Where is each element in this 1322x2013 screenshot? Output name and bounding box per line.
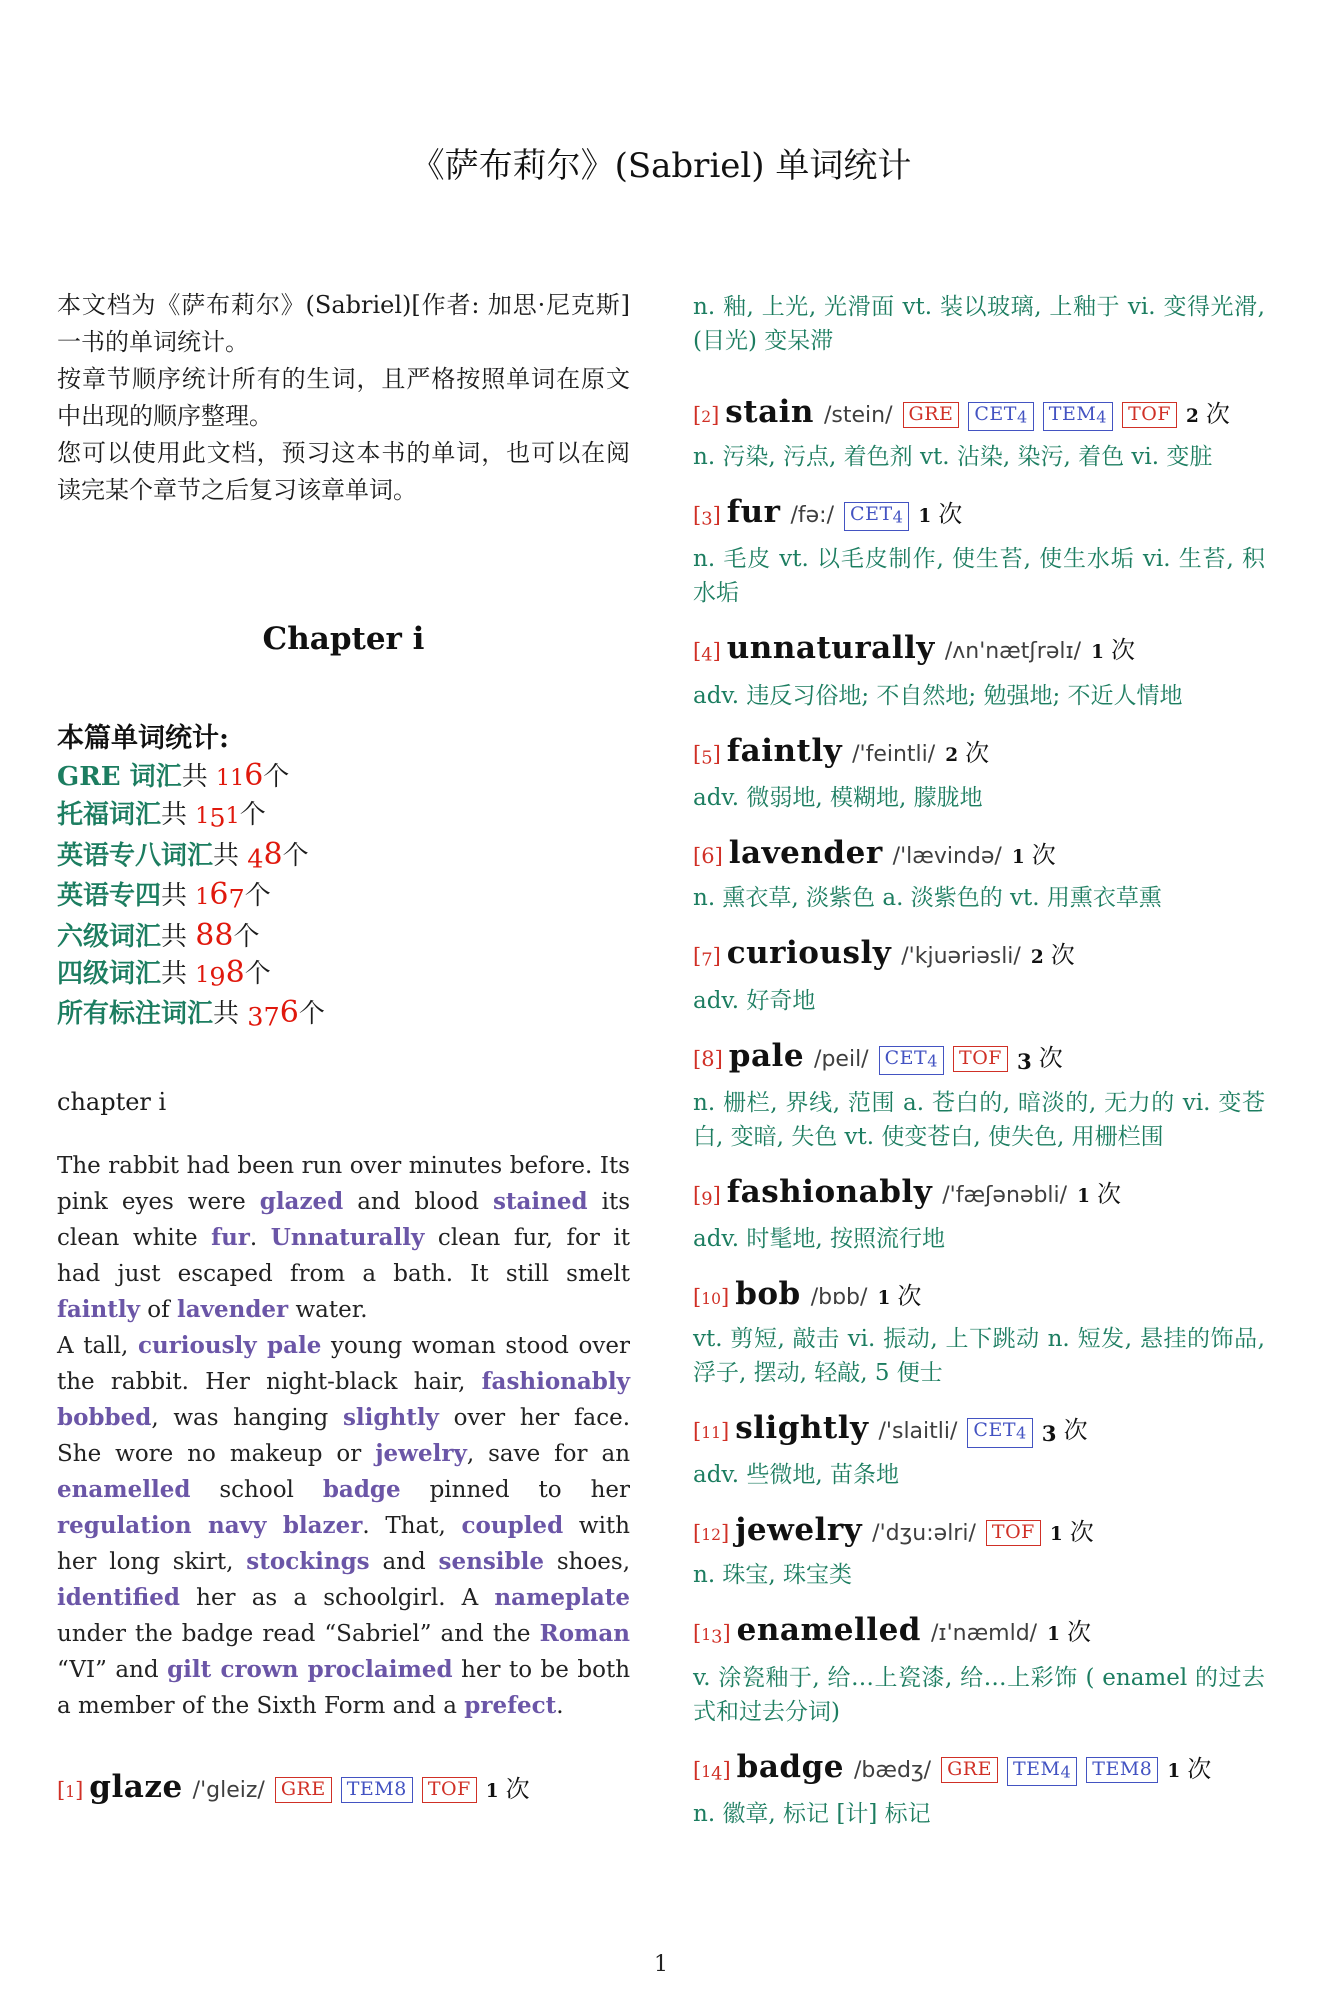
entry-count: 1	[1011, 847, 1025, 869]
vocab-entry	[693, 932, 1265, 1017]
highlighted-word: nameplate	[494, 1583, 630, 1611]
entry-count-unit: 次	[1063, 1416, 1088, 1445]
stat-line: 英语专四共 167个	[57, 877, 271, 915]
vocab-entry-head	[693, 730, 1265, 779]
vocab-entry	[693, 832, 1265, 915]
vocab-entry-head	[693, 491, 1265, 540]
entry-phonetic: /'lævində/	[892, 844, 1002, 870]
vocab-entry	[693, 1035, 1265, 1154]
entry-tag-tof: TOF	[422, 1777, 477, 1803]
entry-word: fashionably	[726, 1173, 933, 1210]
entry-phonetic: /'dʒu:əlri/	[872, 1521, 976, 1547]
entry-word: bob	[735, 1276, 801, 1313]
intro-paragraph: 本文档为《萨布莉尔》(Sabriel)[作者: 加思·尼克斯] 一书的单词统计。	[57, 291, 630, 356]
entry-word: lavender	[728, 835, 883, 872]
highlighted-word: regulation navy blazer	[57, 1511, 363, 1539]
stat-line: 所有标注词汇共 376个	[57, 995, 325, 1033]
stats-list	[57, 758, 630, 1036]
highlighted-word: stained	[492, 1187, 588, 1215]
entry-index: [14]	[693, 1757, 731, 1785]
left-column	[57, 287, 630, 1813]
entry-phonetic: /'kjuəriəsli/	[901, 944, 1021, 970]
entry-definition: adv. 微弱地, 模糊地, 朦胧地	[693, 785, 983, 812]
entry-word: badge	[736, 1748, 844, 1785]
highlighted-word: coupled	[461, 1511, 564, 1539]
stat-label: GRE 词汇	[57, 762, 182, 792]
vocab-entry-head	[693, 391, 1265, 438]
vocab-entry	[693, 1746, 1265, 1831]
page-title: 《萨布莉尔》(Sabriel) 单词统计	[410, 146, 912, 186]
vocab-entry	[693, 1171, 1265, 1256]
entry-count: 1	[1091, 642, 1104, 664]
entry-index: [2]	[693, 403, 720, 427]
passage-paragraph: The rabbit had been run over minutes before. Its pink eyes were glazed and blood stained its clean white fur. Unnaturally clean fur, for it had just escaped from a bath. It still smelt faintly of lavender water.	[57, 1152, 631, 1323]
entry-definition: adv. 违反习俗地; 不自然地; 勉强地; 不近人情地	[693, 682, 1183, 709]
entry-tag-tem4: TEM4	[1007, 1757, 1077, 1786]
stat-count: 88	[195, 917, 234, 953]
stat-count: 167	[195, 877, 245, 915]
chapter-heading: Chapter i	[262, 621, 425, 657]
entry-definition: n. 栅栏, 界线, 范围 a. 苍白的, 暗淡的, 无力的 vi. 变苍白, 变暗, 失色 vt. 使变苍白, 使失色, 用栅栏围	[693, 1089, 1265, 1150]
vocab-entry-head	[693, 1746, 1265, 1795]
entry-word: stain	[725, 394, 814, 430]
entry-count-unit: 次	[1031, 841, 1056, 870]
stat-count: 116	[215, 758, 264, 793]
vocab-entry-head	[693, 932, 1265, 981]
entry-tag-cet4: CET4	[844, 502, 909, 531]
entry-index: [9]	[693, 1182, 721, 1210]
intro-paragraph: 按章节顺序统计所有的生词，且严格按照单词在原文中出现的顺序整理。	[57, 365, 630, 430]
vocab-entry-head	[57, 1766, 630, 1813]
highlighted-word: fur	[211, 1223, 250, 1251]
entry-tag-gre: GRE	[903, 402, 960, 428]
entry-index: [3]	[693, 503, 721, 530]
entry-count-unit: 次	[1096, 1179, 1121, 1208]
entry-definition: n. 毛皮 vt. 以毛皮制作, 使生苔, 使生水垢 vi. 生苔, 积水垢	[693, 546, 1265, 607]
entry-tag-gre: GRE	[275, 1777, 332, 1803]
entry-tag-cet4: CET4	[968, 402, 1033, 431]
entry-count-unit: 次	[1187, 1754, 1212, 1783]
entry-word: unnaturally	[726, 630, 935, 667]
entry-count: 3	[1041, 1422, 1057, 1448]
entry-phonetic: /ʌn'nætʃrəlɪ/	[944, 639, 1082, 665]
stat-label: 所有标注词汇	[57, 999, 214, 1030]
page-number: 1	[654, 1952, 668, 1977]
entry-tag-gre: GRE	[941, 1757, 998, 1783]
entry-word: jewelry	[735, 1512, 863, 1549]
stat-line: 六级词汇共 88个	[57, 917, 260, 953]
vocab-entry-1-head-slot	[57, 1766, 630, 1813]
entry-index: [8]	[693, 1046, 723, 1071]
entry-index: [7]	[693, 944, 721, 971]
entry-tag-tem4: TEM4	[1043, 402, 1113, 431]
entry-count: 1	[1049, 1524, 1063, 1546]
entry-index: [5]	[693, 741, 721, 769]
intro-paragraphs	[57, 287, 630, 509]
entry-phonetic: /ɪ'næmld/	[930, 1621, 1038, 1647]
entry-definition: v. 涂瓷釉于, 给…上瓷漆, 给…上彩饰 ( enamel 的过去式和过去分词)	[693, 1664, 1265, 1725]
entry-word: fur	[726, 494, 781, 530]
stat-line: 四级词汇共 198个	[57, 954, 271, 993]
highlighted-word: Roman	[539, 1619, 630, 1647]
entry-definition: vt. 剪短, 敲击 vi. 振动, 上下跳动 n. 短发, 悬挂的饰品, 浮子, 摆动, 轻敲, 5 便士	[693, 1326, 1265, 1387]
entry-tag-tof: TOF	[1122, 402, 1177, 428]
highlighted-word: prefect	[464, 1691, 557, 1719]
entry-count: 3	[1016, 1049, 1032, 1075]
vocab-entry	[693, 1509, 1265, 1592]
entry-phonetic: /'fæʃənəbli/	[942, 1182, 1068, 1208]
stat-count: 151	[195, 803, 240, 834]
entry-tag-tem8: TEM8	[341, 1777, 413, 1803]
entry-phonetic: /stein/	[823, 403, 893, 428]
passage	[57, 1148, 630, 1724]
vocab-entry	[693, 1407, 1265, 1492]
stat-line: 托福词汇共 151个	[57, 796, 630, 837]
vocab-entry-head	[693, 1609, 1265, 1658]
vocab-entry-head	[693, 832, 1265, 879]
entry-count-unit: 次	[1038, 1043, 1063, 1072]
highlighted-word: badge	[322, 1475, 401, 1503]
vocab-entry-1-definition-slot	[693, 290, 1265, 358]
entry-word: faintly	[726, 732, 843, 769]
entry-phonetic: /peil/	[814, 1046, 869, 1072]
stat-count: 198	[195, 954, 245, 993]
entry-count: 1	[1047, 1624, 1060, 1646]
entry-phonetic: /'slaitli/	[878, 1419, 958, 1445]
entry-count: 1	[877, 1288, 891, 1310]
right-column	[693, 287, 1265, 1831]
highlighted-word: identified	[57, 1583, 180, 1611]
entry-definition: n. 釉, 上光, 光滑面 vt. 装以玻璃, 上釉于 vi. 变得光滑, (目光) 变呆滞	[693, 294, 1265, 354]
entry-count: 1	[918, 506, 932, 527]
vocab-entry	[693, 627, 1265, 712]
entry-index: [12]	[693, 1521, 730, 1546]
intro-paragraph: 您可以使用此文档，预习这本书的单词，也可以在阅读完某个章节之后复习该章单词。	[57, 439, 630, 504]
entry-index: [13]	[693, 1621, 731, 1648]
entry-count: 2	[1030, 947, 1044, 969]
stat-line: GRE 词汇共 116个	[57, 758, 290, 793]
vocab-entry	[693, 1609, 1265, 1728]
entry-count: 2	[945, 744, 959, 766]
entry-tag-tof: TOF	[953, 1046, 1008, 1072]
vocab-entry-head	[693, 1273, 1265, 1320]
entry-count: 1	[485, 1780, 499, 1802]
entry-tag-tem8: TEM8	[1086, 1757, 1158, 1783]
entry-phonetic: /fə:/	[790, 503, 835, 528]
highlighted-word: stockings	[246, 1547, 370, 1575]
stat-label: 英语专八词汇	[57, 840, 214, 871]
highlighted-word: fashionably bobbed	[57, 1367, 630, 1431]
entry-word: curiously	[726, 935, 892, 972]
entry-definition: n. 熏衣草, 淡紫色 a. 淡紫色的 vt. 用熏衣草熏	[693, 885, 1162, 912]
entry-index: [10]	[693, 1285, 730, 1310]
stat-count: 48	[247, 836, 283, 875]
vocab-entry	[693, 730, 1265, 815]
entry-word: pale	[728, 1037, 805, 1074]
passage-paragraph: A tall, curiously pale young woman stood over the rabbit. Her night-black hair, fashionably bobbed, was hanging slightly over her face. She wore no makeup or jewelry, save for an enamelled school badge pinned to her regulation navy blazer. That, coupled with her long skirt, stockings and sensible shoes, identified her as a schoolgirl. A nameplate under the badge read “Sabriel” and the Roman “VI” and gilt crown proclaimed her to be both a member of the Sixth Form and a prefect.	[57, 1331, 631, 1719]
vocab-entry	[693, 1273, 1265, 1390]
vocab-entry-head	[693, 1407, 1265, 1456]
entry-definition: n. 污染, 污点, 着色剂 vt. 沾染, 染污, 着色 vi. 变脏	[693, 444, 1213, 470]
entry-count: 1	[1167, 1760, 1181, 1782]
vocab-entry	[693, 391, 1265, 474]
entry-tag-tof: TOF	[986, 1520, 1041, 1546]
entry-definition: n. 徽章, 标记 [计] 标记	[693, 1801, 931, 1828]
entry-definition: adv. 好奇地	[693, 987, 816, 1014]
entry-index: [1]	[57, 1777, 84, 1802]
entry-phonetic: /'gleiz/	[192, 1777, 265, 1803]
entry-index: [4]	[693, 639, 721, 666]
entry-count-unit: 次	[1066, 1618, 1091, 1647]
stat-count: 376	[247, 995, 299, 1033]
vocab-entry-head	[693, 1509, 1265, 1556]
entry-index: [6]	[693, 844, 723, 869]
stat-line: 英语专八词汇共 48个	[57, 836, 309, 875]
entry-count-unit: 次	[1205, 400, 1230, 428]
stat-label: 四级词汇	[57, 958, 162, 989]
vocab-entry	[693, 491, 1265, 610]
stat-label: 英语专四	[57, 881, 162, 912]
entry-phonetic: /bædʒ/	[854, 1757, 932, 1783]
entry-definition: adv. 些微地, 苗条地	[693, 1462, 899, 1489]
entry-count-unit: 次	[1110, 636, 1135, 665]
highlighted-word: slightly	[342, 1403, 439, 1431]
vocab-entry-list	[693, 391, 1265, 1831]
entry-definition: n. 珠宝, 珠宝类	[693, 1562, 853, 1589]
highlighted-word: gilt crown proclaimed	[167, 1655, 453, 1683]
highlighted-word: glazed	[259, 1187, 344, 1215]
highlighted-word: Unnaturally	[270, 1223, 425, 1251]
document-page	[0, 143, 1322, 2013]
section-label: chapter i	[57, 1087, 167, 1116]
entry-word: glaze	[89, 1768, 183, 1805]
entry-count-unit: 次	[505, 1774, 530, 1803]
two-column-layout	[57, 287, 1265, 1831]
highlighted-word: enamelled	[57, 1475, 191, 1503]
entry-phonetic: /'feintli/	[852, 741, 936, 767]
highlighted-word: jewelry	[375, 1439, 467, 1467]
entry-count-unit: 次	[938, 500, 963, 528]
vocab-entry-head	[693, 1171, 1265, 1220]
entry-count: 1	[1077, 1185, 1090, 1207]
vocab-entry-head	[693, 627, 1265, 676]
entry-word: enamelled	[736, 1612, 921, 1649]
entry-count-unit: 次	[897, 1282, 922, 1311]
entry-count-unit: 次	[1050, 941, 1075, 970]
highlighted-word: faintly	[57, 1295, 140, 1323]
stat-label: 托福词汇	[57, 800, 162, 830]
stat-label: 六级词汇	[57, 921, 162, 952]
entry-word: slightly	[735, 1410, 869, 1447]
highlighted-word: lavender	[176, 1295, 289, 1323]
entry-count: 2	[1186, 406, 1199, 427]
highlighted-word: sensible	[438, 1547, 544, 1575]
entry-definition: adv. 时髦地, 按照流行地	[693, 1226, 945, 1253]
entry-tag-cet4: CET4	[967, 1418, 1032, 1447]
vocab-entry-head	[693, 1035, 1265, 1084]
entry-count-unit: 次	[1069, 1518, 1094, 1547]
highlighted-word: curiously pale	[137, 1331, 322, 1359]
entry-count-unit: 次	[965, 738, 990, 767]
entry-index: [11]	[693, 1419, 730, 1444]
entry-tag-cet4: CET4	[879, 1046, 944, 1075]
stats-title: 本篇单词统计:	[57, 723, 229, 754]
entry-phonetic: /bɒb/	[810, 1285, 868, 1311]
